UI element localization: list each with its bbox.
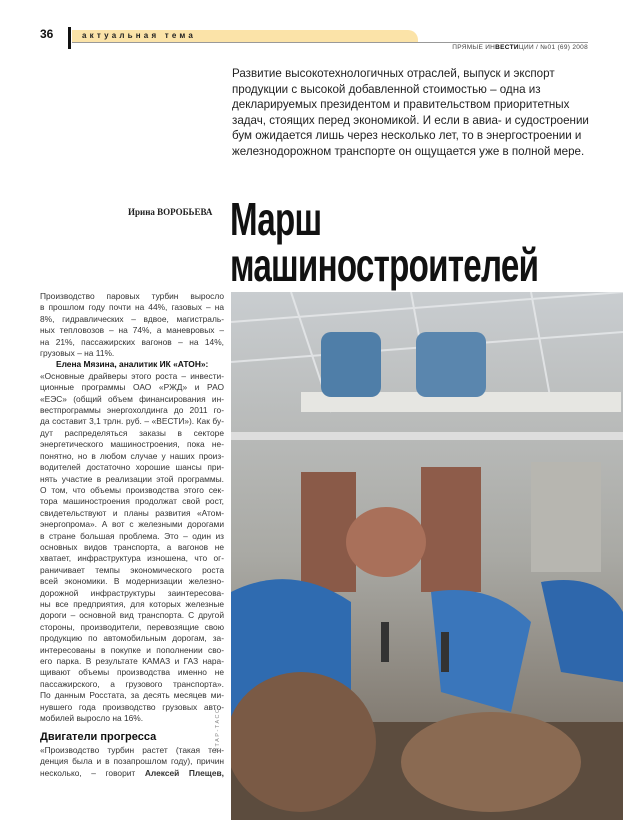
text-line: его парка. В результате КАМАЗ и ГАЗ нара-: [40, 656, 224, 666]
text-line: тора машиностроения продолжат свой рост,: [40, 496, 224, 507]
text-line: 8%, гидравлических – вдвое, магистраль-: [40, 313, 224, 324]
photo-credit: ИТАР-ТАСС: [215, 707, 221, 752]
rust-casing: [231, 672, 376, 812]
text-line: понятно, но в любом случае у наших произ-: [40, 450, 224, 461]
gallery: [231, 432, 623, 440]
text-line: интересованы в покупке и пополнении сво-: [40, 644, 224, 655]
title-line-2: машиностроителей: [230, 239, 539, 291]
rubric-banner: [72, 30, 418, 42]
page-number: 36: [40, 27, 54, 41]
text-line: энергопрома». А вот с железными дорогами: [40, 519, 224, 530]
header-divider: [68, 27, 71, 49]
text-line: денция была и в позапрошлом году), причин: [40, 756, 224, 767]
paragraph-2: [40, 371, 224, 725]
turbine-casing: [346, 507, 426, 577]
text-line: дут распределяться заказы в секторе: [40, 427, 224, 438]
wall-panel: [531, 462, 601, 572]
speaker-name: Елена Мязина, аналитик ИК «АТОН»:: [56, 359, 209, 370]
header-rule: [72, 42, 588, 43]
text-line: вестпрограммы энергохолдинга до 2011 го-: [40, 405, 224, 416]
text-line: дорожной инфраструктуры заинтересова-: [40, 587, 224, 598]
paragraph-3-last-line: [40, 768, 224, 779]
text-line: в стране большая проблема. Это – один из: [40, 530, 224, 541]
text-line: водителей достаточно хорошие шансы при-: [40, 462, 224, 473]
paragraph-3: [40, 745, 224, 768]
text-line: продукцию по автомобильным дорогам, за-: [40, 633, 224, 644]
text-line: да составит 3,1 трлн. руб. – «ВЕСТИ»). Как бу-: [40, 416, 224, 427]
blue-machine-right: [416, 332, 486, 397]
subheading: Двигатели прогресса: [40, 731, 157, 744]
text-line: раничивает темпы экономического роста: [40, 564, 224, 575]
text-line: на 21%, пассажирских вагонов – на 14%,: [40, 336, 224, 347]
text-line: в прошлом году почти на 44%, газовых – на: [40, 302, 224, 313]
magazine-name-bold: ВЕСТИ: [495, 44, 519, 51]
text-line: дороги – основной вид транспорта. С другой: [40, 610, 224, 621]
article-title: [230, 193, 539, 291]
worker: [381, 622, 389, 662]
paragraph-1: [40, 291, 224, 359]
text-line: ционные программы ОАО «РЖД» и РАО: [40, 382, 224, 393]
text-line: По данным Росстата, за десять месяцев ми-: [40, 690, 224, 701]
text-line: хватает, инфраструктура изношена, что ог-: [40, 553, 224, 564]
text-line: «ЕЭС» (общий объем финансирования ин-: [40, 393, 224, 404]
text-line: грузовых – на 11%.: [40, 348, 115, 359]
text-line: нувшего года производство грузовых авто-: [40, 701, 224, 712]
factory-photo: [231, 292, 623, 820]
worker: [441, 632, 449, 672]
text-line: мобилей выросло на 16%.: [40, 713, 144, 724]
quoted-person: Алексей Плещев,: [144, 767, 224, 778]
body-column: [40, 291, 224, 779]
magazine-name-pre: ПРЯМЫЕ ИН: [452, 44, 496, 51]
text-line: «Основные драйверы этого роста – инвести-: [40, 370, 224, 381]
author-name: Ирина ВОРОБЬЕВА: [128, 207, 213, 217]
text-line: свидетельствуют и планы развития «Атом-: [40, 507, 224, 518]
text-line: «Производство турбин растет (такая тен-: [40, 744, 224, 755]
blue-machine-left: [321, 332, 381, 397]
text-line: ны все предприятия, для которых железные: [40, 598, 224, 609]
text-line: ных тепловозов – на 74%, а маневровых –: [40, 325, 224, 336]
magazine-issue-number: ЦИИ / №01 (69) 2008: [518, 44, 588, 51]
lead-paragraph: Развитие высокотехнологичных отраслей, выпуск и экспорт продукции с высокой добавленной стоимостью – одна из декларируемых президентом и правительством приоритетных задач, стоящих перед экономикой. И если в авиа- и судостроении бум ожидается лишь через несколько лет, то в энергостроении и железнодорожном транспорте он ощущается уже в полной мере.: [232, 67, 589, 158]
text-line: основных видов транспорта, а вагонов не: [40, 541, 224, 552]
title-line-1: Марш: [230, 193, 322, 245]
text-line: пассажирского, а грузового транспорта».: [40, 678, 224, 689]
rubric-label: актуальная тема: [82, 31, 197, 40]
text-line: всей экономики. В модернизации железно-: [40, 576, 224, 587]
rust-casing-right: [401, 712, 581, 812]
text-line: энергетического машиностроения, пока не-: [40, 439, 224, 450]
text-line: нять участие в реализации этой программы.: [40, 473, 224, 484]
text-line: Производство паровых турбин выросло: [40, 291, 224, 301]
text-line: стороны, производители, перевозящие свою: [40, 621, 224, 632]
text-line: щивают объемы производства именно не: [40, 667, 224, 678]
red-press-right: [421, 467, 481, 592]
text: несколько, – говорит: [40, 767, 145, 778]
text-line: О том, что объемы производства этого сек-: [40, 484, 224, 495]
magazine-issue: [452, 44, 588, 51]
